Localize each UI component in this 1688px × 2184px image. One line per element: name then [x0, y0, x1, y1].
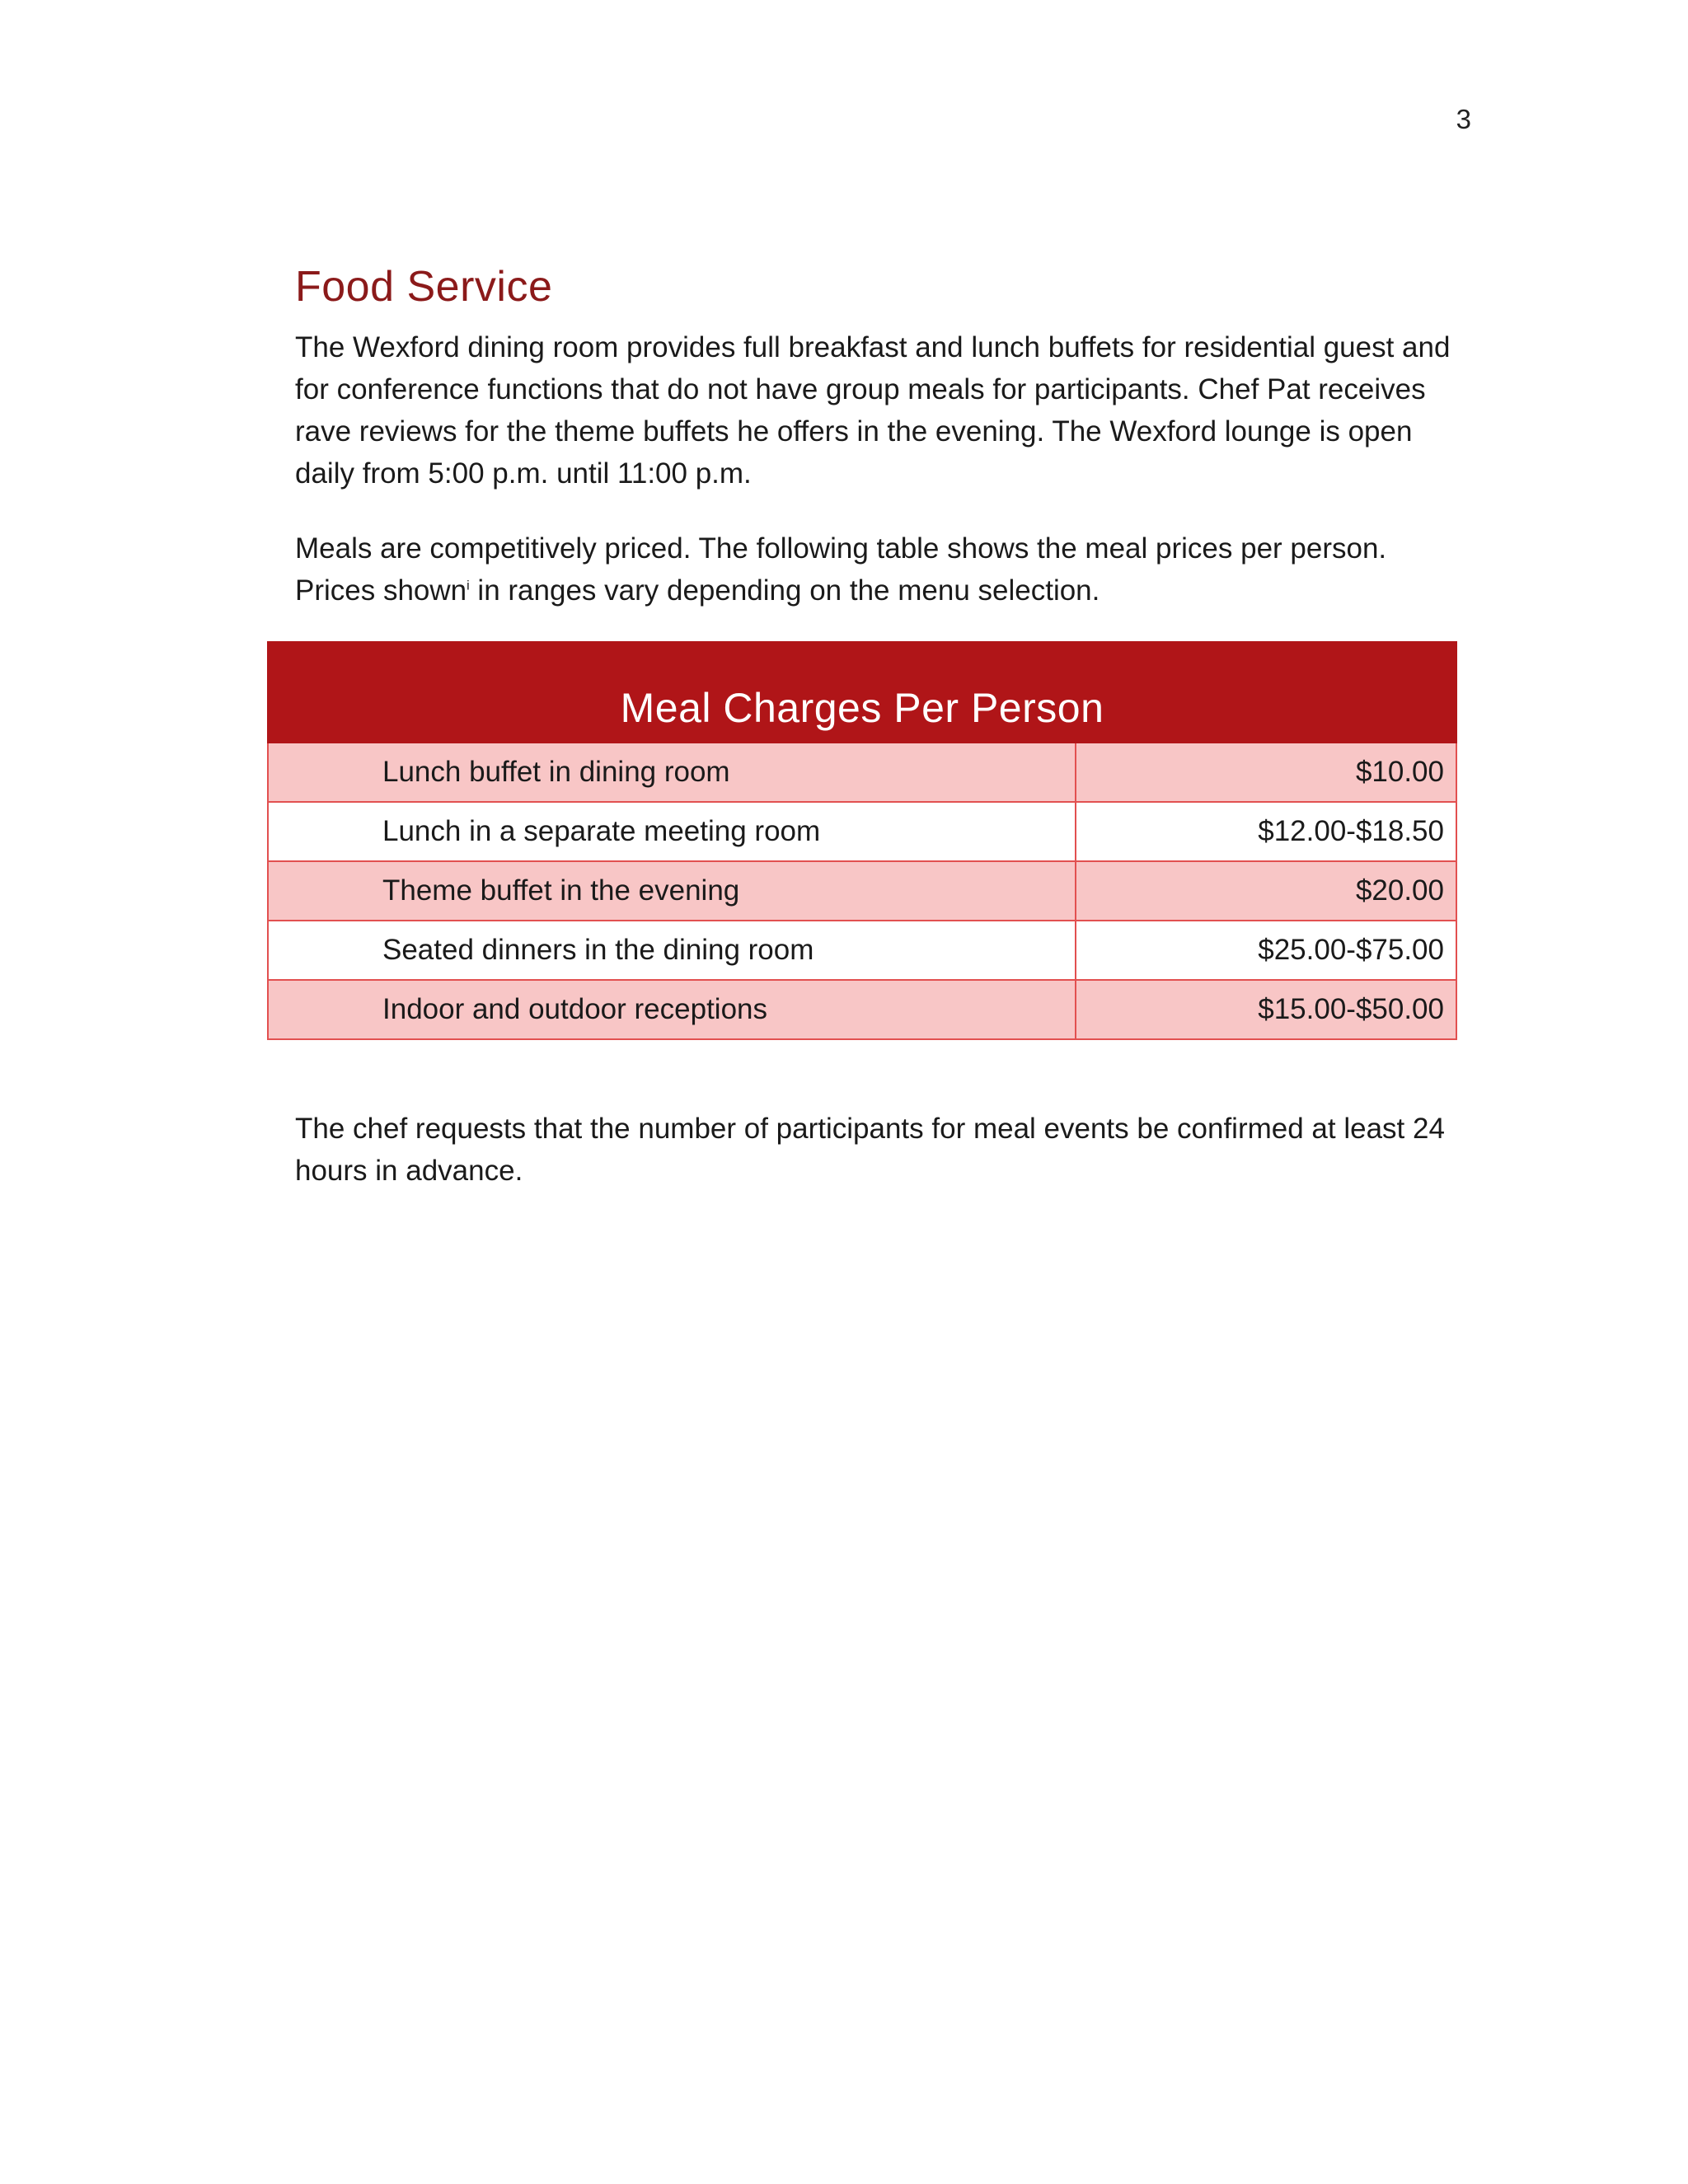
- pricing-text-after: in ranges vary depending on the menu selection.: [469, 574, 1100, 607]
- section-heading: Food Service: [295, 263, 553, 311]
- pricing-paragraph: [295, 527, 1474, 612]
- table-row: [268, 980, 1456, 1039]
- table-row: [268, 802, 1456, 861]
- meal-price: $15.00-$50.00: [1076, 980, 1456, 1039]
- closing-paragraph: The chef requests that the number of participants for meal events be confirmed at least 24 hours in advance.: [295, 1113, 1445, 1187]
- pricing-text-before: Meals are competitively priced. The following table shows the meal prices per person. Prices shown: [295, 532, 1387, 607]
- meal-label: Seated dinners in the dining room: [268, 921, 1076, 980]
- meal-label: Indoor and outdoor receptions: [268, 980, 1076, 1039]
- meal-price: $12.00-$18.50: [1076, 802, 1456, 861]
- meal-label: Lunch in a separate meeting room: [268, 802, 1076, 861]
- table-row: [268, 921, 1456, 980]
- meal-price: $20.00: [1076, 861, 1456, 921]
- meal-price: $25.00-$75.00: [1076, 921, 1456, 980]
- food-service-section: [295, 262, 1474, 612]
- meal-charges-table: [267, 641, 1457, 1040]
- meal-label: Lunch buffet in dining room: [268, 743, 1076, 802]
- footnote-marker[interactable]: i: [467, 579, 470, 593]
- table-row: [268, 743, 1456, 802]
- table-title: Meal Charges Per Person: [268, 642, 1456, 743]
- table-row: [268, 861, 1456, 921]
- page-number: 3: [1456, 104, 1471, 134]
- meal-label: Theme buffet in the evening: [268, 861, 1076, 921]
- meal-price: $10.00: [1076, 743, 1456, 802]
- intro-paragraph: The Wexford dining room provides full breakfast and lunch buffets for residential guest and for conference functions that do not have group meals for participants. Chef Pat receives rave reviews for the theme buffets he offers in the evening. The Wexford lounge is open daily from 5:00 p.m. until 11:00 p.m.: [295, 331, 1451, 490]
